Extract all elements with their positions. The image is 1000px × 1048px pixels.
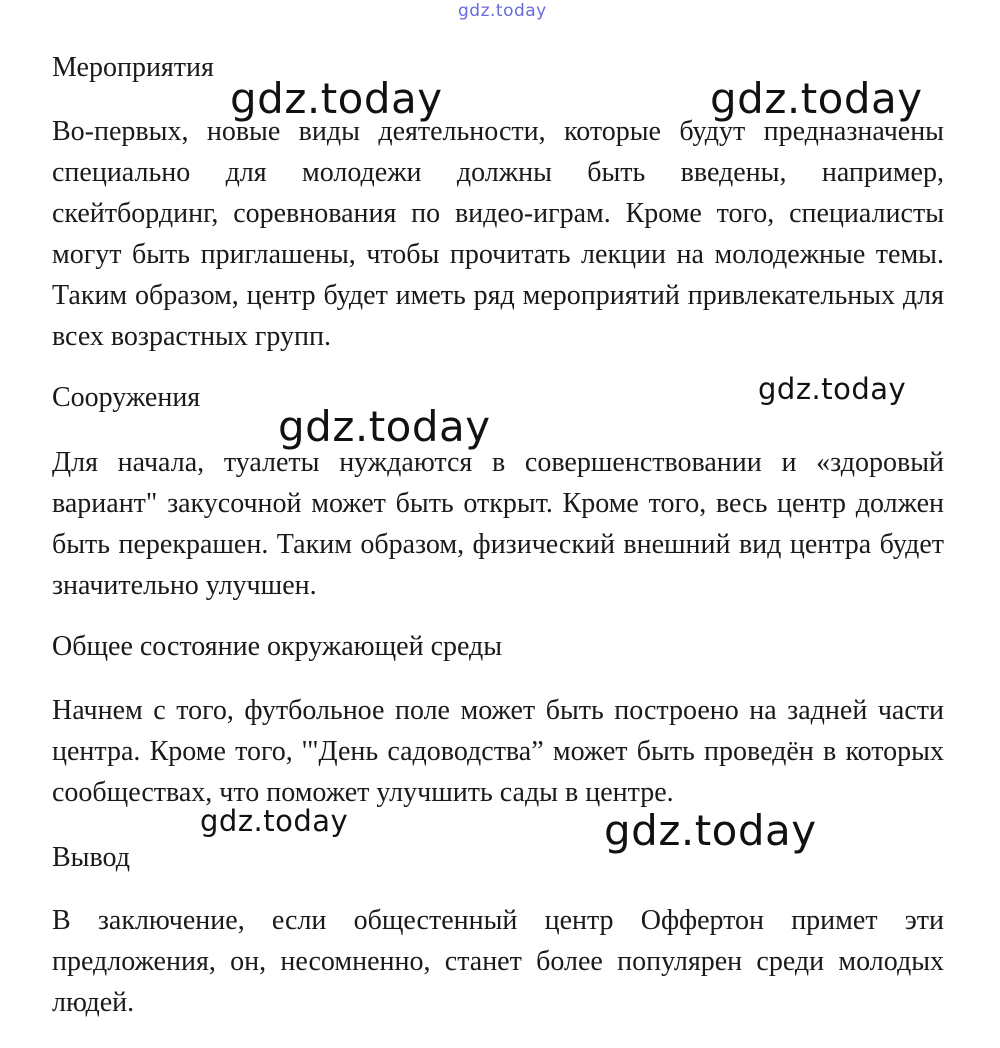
watermark-top: gdz.today <box>458 1 547 21</box>
paragraph-events: Во-первых, новые виды деятельности, которые будут предназначены специально для молодежи должны быть введены, например, скейтбординг, соревнования по видео-играм. Кроме того, специалисты могут быть приглашены, чтобы прочитать лекции на молодежные темы. Таким образом, центр будет иметь ряд мероприятий привлекательных для всех возрастных групп. <box>52 116 944 352</box>
paragraph-environment: Начнем с того, футбольное поле может быть построено на задней части центра. Кроме того, '"День садоводства” может быть проведён в которых сообществах, что поможет улучшить сады в центре. <box>52 695 944 808</box>
heading-facilities: Сооружения <box>52 382 201 413</box>
heading-conclusion: Вывод <box>52 842 130 873</box>
heading-environment: Общее состояние окружающей среды <box>52 631 503 662</box>
watermark: gdz.today <box>758 372 907 406</box>
watermark: gdz.today <box>230 74 443 123</box>
paragraph-conclusion: В заключение, если общестенный центр Оффертон примет эти предложения, он, несомненно, станет более популярен среди молодых людей. <box>52 905 944 1018</box>
watermark: gdz.today <box>278 402 491 451</box>
watermark: gdz.today <box>200 804 349 838</box>
watermark: gdz.today <box>710 74 923 123</box>
heading-events: Мероприятия <box>52 52 214 83</box>
paragraph-facilities: Для начала, туалеты нуждаются в совершенствовании и «здоровый вариант" закусочной может быть открыт. Кроме того, весь центр должен быть перекрашен. Таким образом, физический внешний вид центра будет значительно улучшен. <box>52 447 944 601</box>
watermark: gdz.today <box>604 806 817 855</box>
